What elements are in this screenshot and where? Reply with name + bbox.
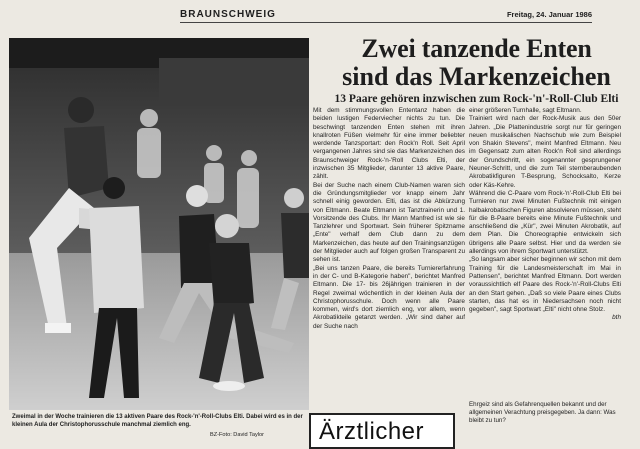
dancers-photo-image — [9, 38, 309, 410]
headline — [313, 35, 640, 91]
column1-paragraph: Mit dem stimmungsvollen Ententanz haben die beiden lustigen Federviecher nichts zu tun. Die beschwingt tanzenden Enten stehen mit ihren knallroten Füßen vielmehr für eine immer beliebter werdende Tanzsportart: den Rock'n Roll. Seit April vergangenen Jahres sind sie das Markenzeichen des Braunschweiger Rock-'n-'Roll Clubs Elti, der inzwischen 35 Mitglieder, darunter 13 aktive Paare, zählt. — [313, 107, 465, 181]
article-column-2 — [469, 107, 621, 400]
column1-paragraph: „Bei uns tanzen Paare, die bereits Turniererfahrung in der C- und B-Kategorie haben", berichtet Manfred Eltmann. Die 17- bis 26jährigen trainieren in der Regel zweimal wöchentlich in der kleinen Aula der Christophorusschule. Doch wenn alle Paare kommen, wird's dort ziemlich eng, vor allem, wenn Akrobatikteile getanzt werden. „Wir sind daher auf der Suche nach — [313, 264, 465, 330]
page-header — [180, 9, 592, 23]
photo-credit: BZ-Foto: David Taylor — [210, 432, 264, 438]
advertisement-box — [309, 413, 455, 449]
advertisement-text: Ärztlicher — [319, 418, 425, 445]
headline-line-2: sind das Markenzeichen — [342, 62, 611, 91]
column2-paragraph: Trainiert wird nach der Rock-Musik aus den 50er Jahren. „Die Plattenindustrie sorgt nur für geringen neuen musikalischen Nachschub wie zum Beispiel von Shakin Stevens", meint Manfred Eltmann. Neu im Gegensatz zum alten Rock'n Roll sind allerdings der Grundschritt, ein sogenannter gesprungener Neuner-Schritt, und die zum Teil sternberaubenden Akrobatikfiguren T-Besprung, Schocksalto, Kerze oder Käs-Kehre. — [469, 115, 621, 189]
photo-caption: Zweimal in der Woche trainieren die 13 aktiven Paare des Rock-'n'-Roll-Clubs Elti. Dabei wird es in der kleinen Aula der Christophorusschule manchmal ziemlich eng. — [12, 414, 303, 428]
article-column-1 — [313, 107, 465, 400]
headline-line-1: Zwei tanzende Enten — [361, 34, 592, 63]
subheadline: 13 Paare gehören inzwischen zum Rock-'n'-Roll-Club Elti — [334, 93, 619, 105]
column2-paragraph: einer größeren Turnhalle, sagt Eltmann. — [469, 107, 582, 114]
column1-paragraph: Bei der Suche nach einem Club-Namen waren sich die Gründungsmitglieder vor knapp einem Jahr schnell einig geworden. Elti, das ist die Abkürzung von Eltmann. Beate Eltmann ist Tanztrainerin und 1. Vorsitzende des Clubs. Ihr Mann Manfred ist wie sie Tanzlehrer und Sportwart. Sein früherer Spitzname „Ente" verhalf dem Club dann zu dem Markenzeichen, das heute auf den Trainingsanzügen der Mitglieder auch auf folgen großen Transparent zu sehen ist. — [313, 181, 465, 264]
author-signature: bth — [612, 314, 621, 322]
section-title: BRAUNSCHWEIG — [180, 9, 276, 20]
article-photo — [9, 38, 309, 410]
adjacent-article-snippet: Ehrgeiz sind als Gefahrenquellen bekannt und der allgemeinen Verachtung preisgegeben. Ja dann: Was bleibt zu tun? — [469, 401, 616, 424]
column2-paragraph: „So langsam aber sicher beginnen wir schon mit dem Training für die Landesmeisterschaft im Mai in Pattensen", berichtet Manfred Eltmann. Dort werden voraussichtlich elf Paare des Rock-'n'-Roll-Clubs Elti an den Start gehen. „Daß so viele Paare eines Clubs starten, das hat es in Niedersachsen noch nicht gegeben", sagt Sportwart „Elti" nicht ohne Stolz. — [469, 256, 621, 314]
column2-paragraph: Während die C-Paare vom Rock-'n'-Roll-Club Elti bei Turnieren nur zwei Minuten Fußtechnik mit einigen halbakrobatischen Figuren absolvieren müssen, steht für die B-Paare bereits eine Minute Fußtechnik und anschließend die „Kür", zwei Minuten Akrobatik, auf dem Plan. Die Choreographie entwickeln sich übrigens alle Paare selbst. Hier und da werden sie allerdings von ihrem Sportwart unterstützt. — [469, 189, 621, 256]
issue-date: Freitag, 24. Januar 1986 — [506, 10, 592, 19]
